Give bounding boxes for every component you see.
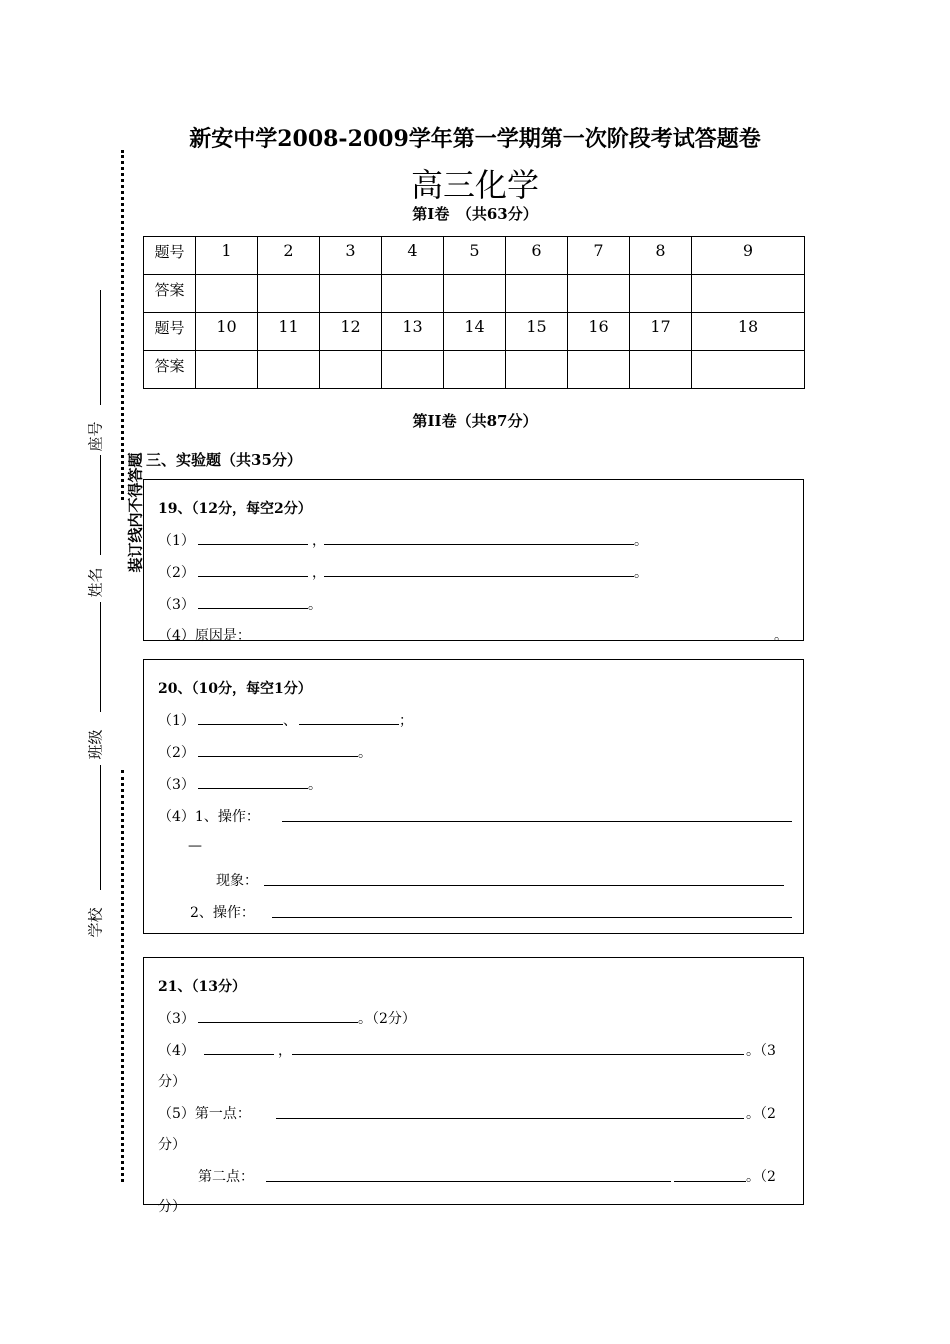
score-note: 分） [158, 1074, 186, 1090]
seat-label: 座号 [86, 421, 105, 452]
question-number: 15 [506, 313, 568, 351]
answer-cell[interactable] [692, 351, 805, 389]
period: 。 [634, 565, 648, 581]
table-row [144, 275, 805, 313]
q21-blank[interactable] [276, 1118, 744, 1119]
period: 。 [308, 777, 322, 793]
school-label: 学校 [86, 907, 105, 938]
q20-phenomenon-label: 现象： [216, 873, 258, 889]
question-number: 2 [258, 237, 320, 275]
q20-blank[interactable] [264, 885, 784, 886]
answer-cell[interactable] [258, 351, 320, 389]
part2-heading: 第II卷（共87分） [412, 412, 538, 430]
score-note: 分） [158, 1199, 186, 1215]
table-row [144, 237, 805, 275]
question-number: 6 [506, 237, 568, 275]
question-number: 9 [692, 237, 805, 275]
semicolon: ； [399, 713, 413, 729]
dash: — [188, 838, 202, 854]
answer-cell[interactable] [568, 351, 630, 389]
q21-blank[interactable] [266, 1181, 671, 1182]
answer-cell[interactable] [382, 351, 444, 389]
binding-dotted-line-bottom [121, 770, 124, 1182]
name-line[interactable] [100, 455, 101, 555]
answer-cell[interactable] [320, 351, 382, 389]
question-number: 5 [444, 237, 506, 275]
table-row [144, 351, 805, 389]
answer-cell[interactable] [630, 351, 692, 389]
question-number: 7 [568, 237, 630, 275]
q21-second-point-label: 第二点： [198, 1169, 254, 1185]
q21-header: 21、（13分） [158, 979, 246, 995]
binding-warning: 装订线内不得答题 [126, 452, 145, 573]
q19-blank[interactable] [324, 544, 634, 545]
question-19-box [143, 479, 804, 644]
class-label: 班级 [86, 729, 105, 760]
q19-blank[interactable] [324, 576, 634, 577]
q19-item3-label: （3） [158, 597, 195, 613]
part1-heading: 第I卷 （共63分） [412, 205, 538, 223]
question-number: 3 [320, 237, 382, 275]
comma: ， [312, 533, 326, 549]
question-number: 4 [382, 237, 444, 275]
q21-item5-label: （5）第一点： [158, 1106, 251, 1122]
q20-op2-label: 2、操作： [190, 905, 255, 921]
subject-title: 高三化学 [410, 166, 539, 204]
q21-blank[interactable] [674, 1181, 746, 1182]
answer-cell[interactable] [196, 351, 258, 389]
period: 。 [634, 533, 648, 549]
school-line[interactable] [100, 765, 101, 890]
binding-dotted-line-top [121, 150, 124, 500]
q20-blank[interactable] [198, 724, 283, 725]
answer-cell[interactable] [630, 275, 692, 313]
seat-line[interactable] [100, 290, 101, 405]
score-note: 。（2 [746, 1169, 776, 1185]
comma: ， [312, 565, 326, 581]
q20-item2-label: （2） [158, 745, 195, 761]
period: 。 [358, 745, 372, 761]
q20-blank[interactable] [299, 724, 399, 725]
section3-heading: 三、实验题（共35分） [146, 451, 302, 469]
question-number: 14 [444, 313, 506, 351]
q19-blank[interactable] [198, 576, 308, 577]
q19-blank[interactable] [198, 544, 308, 545]
class-line[interactable] [100, 602, 101, 712]
answer-cell[interactable] [506, 275, 568, 313]
question-number: 11 [258, 313, 320, 351]
period: 。 [308, 597, 322, 613]
q20-item3-label: （3） [158, 777, 195, 793]
name-label: 姓名 [86, 567, 105, 598]
answer-cell[interactable] [506, 351, 568, 389]
q20-item4-label: （4）1、操作： [158, 809, 260, 825]
q21-blank[interactable] [292, 1054, 744, 1055]
score-note: 。（2分） [358, 1011, 416, 1027]
q19-blank[interactable] [198, 608, 308, 609]
score-note: 。（2 [746, 1106, 776, 1122]
label-answer: 答案 [144, 275, 196, 313]
answer-table [143, 236, 805, 389]
q20-item1-label: （1） [158, 713, 195, 729]
question-number: 17 [630, 313, 692, 351]
answer-cell[interactable] [258, 275, 320, 313]
period: 。 [774, 628, 788, 644]
q19-item2-label: （2） [158, 565, 195, 581]
answer-cell[interactable] [692, 275, 805, 313]
answer-cell[interactable] [444, 275, 506, 313]
q20-blank[interactable] [198, 756, 358, 757]
answer-cell[interactable] [444, 351, 506, 389]
q20-blank[interactable] [272, 917, 792, 918]
answer-cell[interactable] [320, 275, 382, 313]
q21-blank[interactable] [198, 1022, 358, 1023]
separator: 、 [283, 713, 297, 729]
answer-cell[interactable] [196, 275, 258, 313]
table-row [144, 313, 805, 351]
question-number: 12 [320, 313, 382, 351]
q20-blank[interactable] [282, 821, 792, 822]
question-number: 18 [692, 313, 805, 351]
q19-item4-label: （4）原因是： [158, 628, 251, 644]
q21-blank[interactable] [204, 1054, 274, 1055]
exam-title: 新安中学2008-2009学年第一学期第一次阶段考试答题卷 [189, 126, 761, 152]
question-20-box [143, 659, 804, 934]
score-note: 。（3 [746, 1043, 776, 1059]
question-21-box [143, 957, 804, 1215]
q21-item4-label: （4） [158, 1043, 195, 1059]
answer-cell[interactable] [382, 275, 444, 313]
q20-header: 20、（10分，每空1分） [158, 681, 312, 697]
q20-blank[interactable] [198, 788, 308, 789]
question-number: 1 [196, 237, 258, 275]
question-number: 10 [196, 313, 258, 351]
score-note: 分） [158, 1137, 186, 1153]
label-number: 题号 [144, 237, 196, 275]
answer-cell[interactable] [568, 275, 630, 313]
q19-header: 19、（12分，每空2分） [158, 501, 312, 517]
q19-item1-label: （1） [158, 533, 195, 549]
question-number: 13 [382, 313, 444, 351]
label-number: 题号 [144, 313, 196, 351]
label-answer: 答案 [144, 351, 196, 389]
q21-item3-label: （3） [158, 1011, 195, 1027]
question-number: 16 [568, 313, 630, 351]
comma: ， [278, 1043, 292, 1059]
question-number: 8 [630, 237, 692, 275]
